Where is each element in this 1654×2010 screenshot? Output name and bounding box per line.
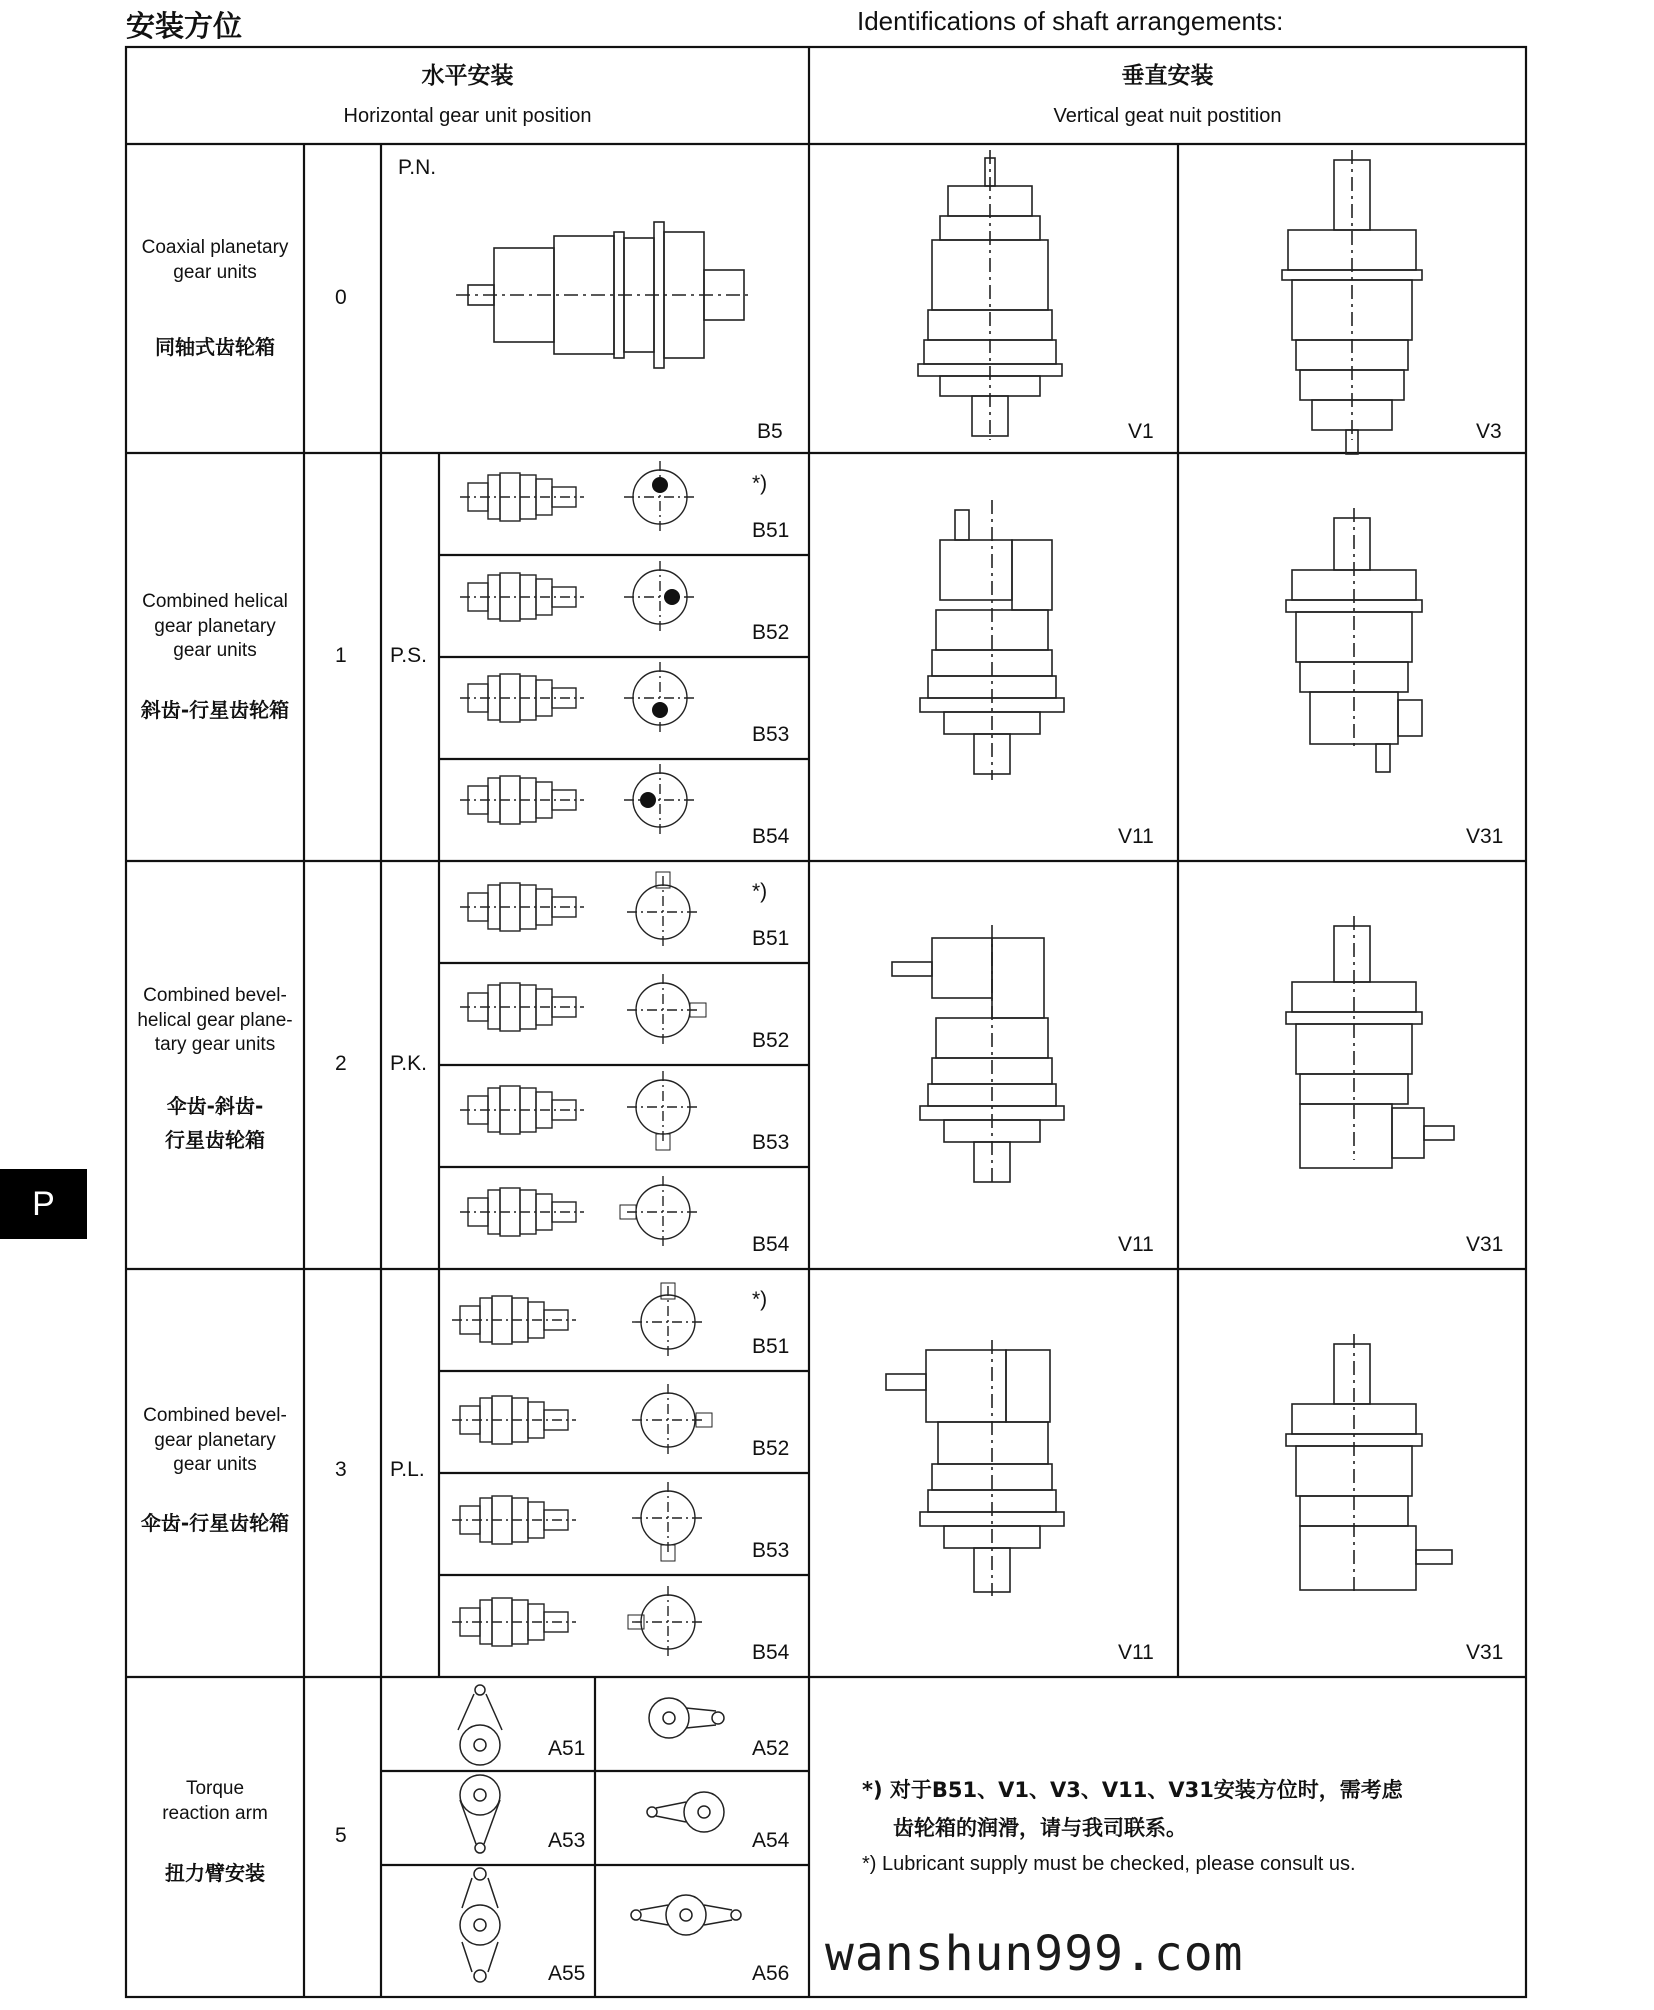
type-bevel-helical-en: Combined bevel- helical gear plane- tary gear units bbox=[137, 985, 293, 1056]
arrangement-code: V11 bbox=[1118, 1641, 1154, 1664]
arrangement-code: V31 bbox=[1466, 825, 1504, 848]
arrangement-code: B52 bbox=[752, 621, 790, 644]
type-torque-arm-en: Torque reaction arm bbox=[162, 1778, 268, 1824]
coaxial-v1-drawing bbox=[918, 150, 1062, 440]
type-torque-arm-cn: 扭力臂安装 bbox=[165, 1861, 265, 1885]
row-number: 0 bbox=[335, 286, 347, 309]
type-bevel-helical-cn: 伞齿-斜齿- 行星齿轮箱 bbox=[165, 1094, 265, 1152]
watermark: wanshun999.com bbox=[825, 1926, 1244, 1982]
pl-b52-drawing bbox=[452, 1384, 712, 1456]
pk-b53-drawing bbox=[460, 1071, 699, 1150]
arm-code: A52 bbox=[752, 1737, 790, 1760]
torque-arm-drawings bbox=[458, 1685, 741, 1982]
vertical-header-cn: 垂直安装 bbox=[1121, 63, 1214, 89]
arm-code: A54 bbox=[752, 1829, 790, 1852]
pl-b53-drawing bbox=[452, 1482, 704, 1561]
pk-b51-drawing bbox=[460, 872, 699, 948]
arm-code: A53 bbox=[548, 1829, 586, 1852]
arrangement-code: V31 bbox=[1466, 1233, 1504, 1256]
type-coaxial-en: Coaxial planetary gear units bbox=[141, 237, 289, 283]
ps-b53-drawing bbox=[460, 662, 696, 734]
coaxial-v3-drawing bbox=[1282, 150, 1422, 454]
footnote-mark: *) bbox=[752, 880, 768, 903]
type-helical-en: Combined helical gear planetary gear units bbox=[142, 591, 288, 662]
position-label: P.K. bbox=[390, 1052, 427, 1075]
row-number: 5 bbox=[335, 1824, 347, 1847]
arrangement-code: V1 bbox=[1128, 420, 1154, 443]
horizontal-header-en: Horizontal gear unit position bbox=[343, 105, 592, 127]
arrangement-code: B54 bbox=[752, 1233, 790, 1256]
pk-v31-drawing bbox=[1286, 916, 1454, 1168]
page-title-cn: 安装方位 bbox=[126, 9, 243, 43]
type-bevel-planetary-en: Combined bevel- gear planetary gear units bbox=[143, 1405, 287, 1476]
ps-b52-drawing bbox=[460, 561, 696, 633]
arrangement-code: V11 bbox=[1118, 825, 1154, 848]
position-label: P.N. bbox=[398, 156, 437, 179]
ps-v11-drawing bbox=[920, 500, 1064, 780]
type-helical-cn: 斜齿-行星齿轮箱 bbox=[140, 698, 290, 722]
ps-b54-drawing bbox=[460, 764, 696, 836]
arrangement-code: B53 bbox=[752, 1131, 790, 1154]
coaxial-horizontal-drawing bbox=[456, 222, 750, 368]
type-coaxial-cn: 同轴式齿轮箱 bbox=[155, 335, 275, 359]
footnote-mark: *) bbox=[752, 472, 768, 495]
arrangement-code: B54 bbox=[752, 825, 790, 848]
row-number: 2 bbox=[335, 1052, 347, 1075]
pl-b54-drawing bbox=[452, 1586, 704, 1658]
arm-code: A55 bbox=[548, 1962, 586, 1985]
arrangement-code: B52 bbox=[752, 1029, 790, 1052]
arrangement-code: V11 bbox=[1118, 1233, 1154, 1256]
pl-v31-drawing bbox=[1286, 1334, 1452, 1596]
pl-b51-drawing bbox=[452, 1283, 704, 1358]
arrangement-code: V31 bbox=[1466, 1641, 1504, 1664]
position-label: P.L. bbox=[390, 1458, 425, 1481]
arrangement-code: V3 bbox=[1476, 420, 1502, 443]
horizontal-header-cn: 水平安装 bbox=[421, 63, 514, 89]
note-cn-line2: 齿轮箱的润滑，请与我司联系。 bbox=[893, 1816, 1187, 1840]
arrangement-code: B51 bbox=[752, 519, 790, 542]
pk-b54-drawing bbox=[460, 1176, 699, 1248]
position-label: P.S. bbox=[390, 644, 427, 667]
arm-code: A56 bbox=[752, 1962, 790, 1985]
ps-b51-drawing bbox=[460, 461, 696, 533]
section-tab: P bbox=[0, 1169, 87, 1239]
arrangement-code: B54 bbox=[752, 1641, 790, 1664]
note-cn-line1: *) 对于B51、V1、V3、V11、V31安装方位时，需考虑 bbox=[862, 1778, 1403, 1802]
row-number: 1 bbox=[335, 644, 347, 667]
pk-b52-drawing bbox=[460, 974, 706, 1046]
arrangement-code: B51 bbox=[752, 927, 790, 950]
footnote-mark: *) bbox=[752, 1288, 768, 1311]
row-number: 3 bbox=[335, 1458, 347, 1481]
arrangement-code: B51 bbox=[752, 1335, 790, 1358]
vertical-header-en: Vertical geat nuit postition bbox=[1053, 105, 1282, 127]
arrangement-code: B53 bbox=[752, 1539, 790, 1562]
page-title-en: Identifications of shaft arrangements: bbox=[857, 6, 1284, 36]
ps-v31-drawing bbox=[1286, 508, 1422, 772]
pl-v11-drawing bbox=[886, 1340, 1064, 1596]
arrangement-code: B53 bbox=[752, 723, 790, 746]
pk-v11-drawing bbox=[892, 925, 1064, 1185]
type-bevel-planetary-cn: 伞齿-行星齿轮箱 bbox=[140, 1511, 290, 1535]
arm-code: A51 bbox=[548, 1737, 586, 1760]
arrangement-code: B52 bbox=[752, 1437, 790, 1460]
arrangement-code: B5 bbox=[757, 420, 783, 443]
note-en: *) Lubricant supply must be checked, please consult us. bbox=[862, 1853, 1356, 1875]
